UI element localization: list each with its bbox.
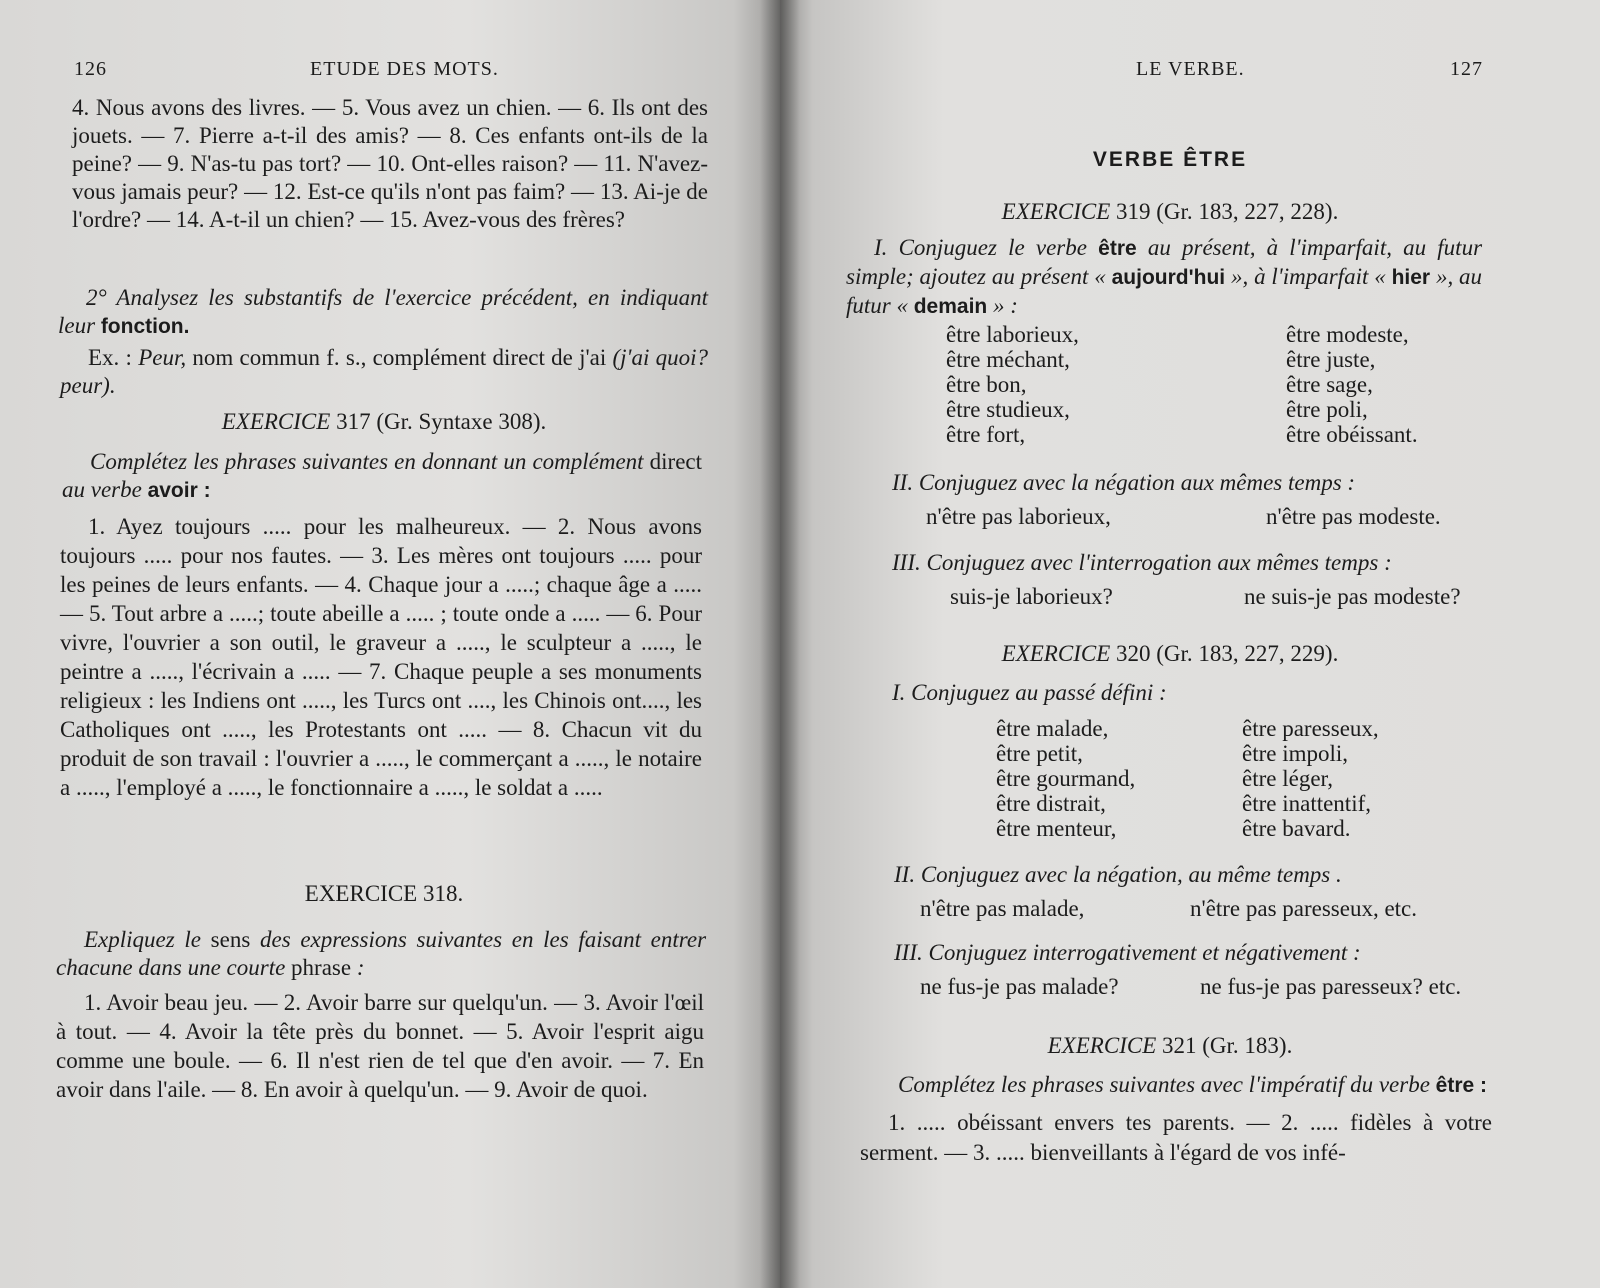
example-word: Peur,: [138, 345, 187, 370]
exercise-318-heading: EXERCICE 318.: [304, 881, 464, 906]
ex317-instruction-bold: avoir :: [147, 479, 211, 502]
list-item: être bavard.: [1242, 816, 1351, 841]
ex320-iii-right: ne fus-je pas paresseux? etc.: [1200, 974, 1462, 999]
ex319-list-left: [946, 322, 1079, 447]
exercise-321-label: EXERCICE: [1047, 1033, 1157, 1058]
ex320-ii-left: n'être pas malade,: [920, 896, 1085, 921]
list-item: être gourmand,: [996, 766, 1136, 791]
ex319-i-d: », au futur «: [846, 264, 1483, 318]
analysis-instruction: [58, 284, 708, 341]
section-title: VERBE ÊTRE: [1092, 148, 1248, 171]
exercise-317-label: EXERCICE: [221, 409, 331, 434]
ex319-i-hier: hier: [1391, 266, 1431, 289]
ex320-list-right: [1242, 716, 1379, 841]
right-page: [780, 0, 1600, 1288]
list-item: être bon,: [946, 372, 1027, 397]
ex319-i-b: au présent, à l'imparfait, au futur simple; ajoutez au présent «: [846, 235, 1483, 289]
exercise-317-ref: 317 (Gr. Syntaxe 308).: [336, 409, 547, 434]
ex320-ii-instruction: II. Conjuguez avec la négation, au même temps .: [894, 862, 1342, 887]
ex319-ii-left: n'être pas laborieux,: [926, 504, 1111, 529]
ex320-list-left: [996, 716, 1135, 841]
ex319-i-e: » :: [993, 293, 1018, 318]
analysis-instruction-bold: fonction.: [100, 315, 190, 338]
list-item: être studieux,: [946, 397, 1070, 422]
exercise-319-heading: [860, 198, 1480, 226]
ex317-instruction-plain: direct: [649, 449, 703, 474]
exercise-319-instruction-i: [846, 234, 1482, 321]
ex320-i-instruction: I. Conjuguez au passé défini :: [892, 680, 1167, 705]
top-paragraph: 4. Nous avons des livres. — 5. Vous avez un chien. — 6. Ils ont des jouets. — 7. Pierre a-t-il des amis? — 8. Ces enfants ont-ils de la peine? — 9. N'as-tu pas tort? — 10. Ont-elles raison? — 11. N'avez-vous jamais peur? — 12. Est-ce qu'ils n'ont pas faim? — 13. Ai-je de l'ordre? — 14. A-t-il un chien? — 15. Avez-vous des frères?: [72, 95, 708, 232]
exercise-317-text: 1. Ayez toujours ..... pour les malheureux. — 2. Nous avons toujours ..... pour nos fautes. — 3. Les mères ont toujours ..... pour les peines de leurs enfants. — 4. Chaque jour a .....; chaque âge a ..... — 5. Tout arbre a .....; toute abeille a ..... ; toute onde a ..... — 6. Pour vivre, l'ouvrier a son outil, le graveur a ....., le sculpteur a ....., le peintre a ....., l'écrivain a ..... — 7. Chaque peuple a ses monuments religieux : les Indiens ont ....., les Turcs ont ...., les Chinois ont...., les Catholiques ont ....., les Protestants ont ..... — 8. Chacun vit du produit de son travail : l'ouvrier a ....., le commerçant a ....., le notaire a ....., l'employé a ....., le fonctionnaire a ....., le soldat a .....: [60, 514, 702, 800]
list-item: être inattentif,: [1242, 791, 1371, 816]
running-head-left: ETUDE DES MOTS.: [310, 58, 499, 80]
ex319-ii-right: n'être pas modeste.: [1266, 504, 1441, 529]
ex318-instruction-3: :: [356, 955, 365, 980]
exercise-321-ref: 321 (Gr. 183).: [1162, 1033, 1293, 1058]
ex319-iii-left: suis-je laborieux?: [950, 584, 1113, 609]
list-item: être laborieux,: [946, 322, 1079, 347]
ex319-i-aujourdhui: aujourd'hui: [1111, 266, 1226, 289]
ex318-instruction-sens: sens: [210, 927, 251, 952]
page-number-right: 127: [1450, 58, 1483, 80]
page-number-left: 126: [74, 58, 107, 80]
list-item: être impoli,: [1242, 741, 1349, 766]
exercise-318-instruction: [56, 926, 706, 982]
ex321-instruction-text: Complétez les phrases suivantes avec l'impératif du verbe: [898, 1072, 1430, 1097]
ex318-instruction-2: des expressions suivantes en les faisant entrer chacune dans une courte: [56, 927, 707, 980]
example-text: nom commun f. s., complément direct de j'ai: [192, 345, 607, 370]
list-item: être fort,: [946, 422, 1026, 447]
exercise-321-instruction: [898, 1072, 1487, 1098]
analysis-instruction-text: 2° Analysez les substantifs de l'exercice précédent, en indiquant leur: [58, 285, 708, 338]
ex320-iii-instruction: III. Conjuguez interrogativement et négativement :: [894, 940, 1361, 965]
ex318-instruction-1: Expliquez le: [84, 927, 201, 952]
ex320-ii-right: n'être pas paresseux, etc.: [1190, 896, 1418, 921]
ex319-i-demain: demain: [913, 295, 988, 318]
running-head-right: LE VERBE.: [1136, 58, 1245, 80]
exercise-320-label: EXERCICE: [1001, 641, 1111, 666]
list-item: être sage,: [1286, 372, 1373, 397]
ex319-ii-instruction: II. Conjuguez avec la négation aux mêmes temps :: [892, 470, 1356, 495]
ex319-iii-instruction: III. Conjuguez avec l'interrogation aux mêmes temps :: [892, 550, 1392, 575]
example-prefix: Ex. :: [88, 345, 132, 370]
book-gutter: [760, 0, 800, 1288]
list-item: être malade,: [996, 716, 1109, 741]
left-page: [0, 0, 780, 1288]
list-item: être modeste,: [1286, 322, 1409, 347]
exercise-319-ref: 319 (Gr. 183, 227, 228).: [1116, 199, 1339, 224]
ex319-i-etre: être: [1098, 237, 1137, 260]
ex319-list-right: [1286, 322, 1418, 447]
list-item: être distrait,: [996, 791, 1106, 816]
exercise-319-label: EXERCICE: [1001, 199, 1111, 224]
list-item: être paresseux,: [1242, 716, 1379, 741]
exercise-320-ref: 320 (Gr. 183, 227, 229).: [1116, 641, 1339, 666]
list-item: être juste,: [1286, 347, 1376, 372]
list-item: être poli,: [1286, 397, 1368, 422]
exercise-317-instruction: [62, 448, 702, 505]
list-item: être léger,: [1242, 766, 1334, 791]
ex319-i-c: », à l'imparfait «: [1230, 264, 1386, 289]
ex317-instruction-italic2: au verbe: [62, 477, 142, 502]
example-paren: (j'ai quoi? peur).: [60, 345, 708, 398]
exercise-320-heading: [860, 640, 1480, 668]
exercise-318-text: 1. Avoir beau jeu. — 2. Avoir barre sur quelqu'un. — 3. Avoir l'œil à tout. — 4. Avoir la tête près du bonnet. — 5. Avoir l'esprit aigu comme une boule. — 6. Il n'est rien de tel que d'en avoir. — 7. En avoir dans l'aile. — 8. En avoir à quelqu'un. — 9. Avoir de quoi.: [56, 990, 704, 1102]
list-item: être menteur,: [996, 816, 1117, 841]
ex317-instruction-italic: Complétez les phrases suivantes en donnant un complément: [90, 449, 644, 474]
ex319-iii-right: ne suis-je pas modeste?: [1244, 584, 1461, 609]
list-item: être obéissant.: [1286, 422, 1418, 447]
list-item: être méchant,: [946, 347, 1070, 372]
ex318-instruction-phrase: phrase: [291, 955, 352, 980]
exercise-321-heading: [860, 1032, 1480, 1060]
ex320-iii-left: ne fus-je pas malade?: [920, 974, 1119, 999]
example-line: [60, 344, 708, 400]
exercise-321-text: 1. ..... obéissant envers tes parents. — 2. ..... fidèles à votre serment. — 3. ..... bienveillants à l'égard de vos infé-: [860, 1110, 1492, 1165]
ex319-i-a: I. Conjuguez le verbe: [874, 235, 1087, 260]
exercise-317-heading: [60, 408, 708, 436]
ex321-instruction-bold: être :: [1435, 1074, 1488, 1097]
list-item: être petit,: [996, 741, 1083, 766]
